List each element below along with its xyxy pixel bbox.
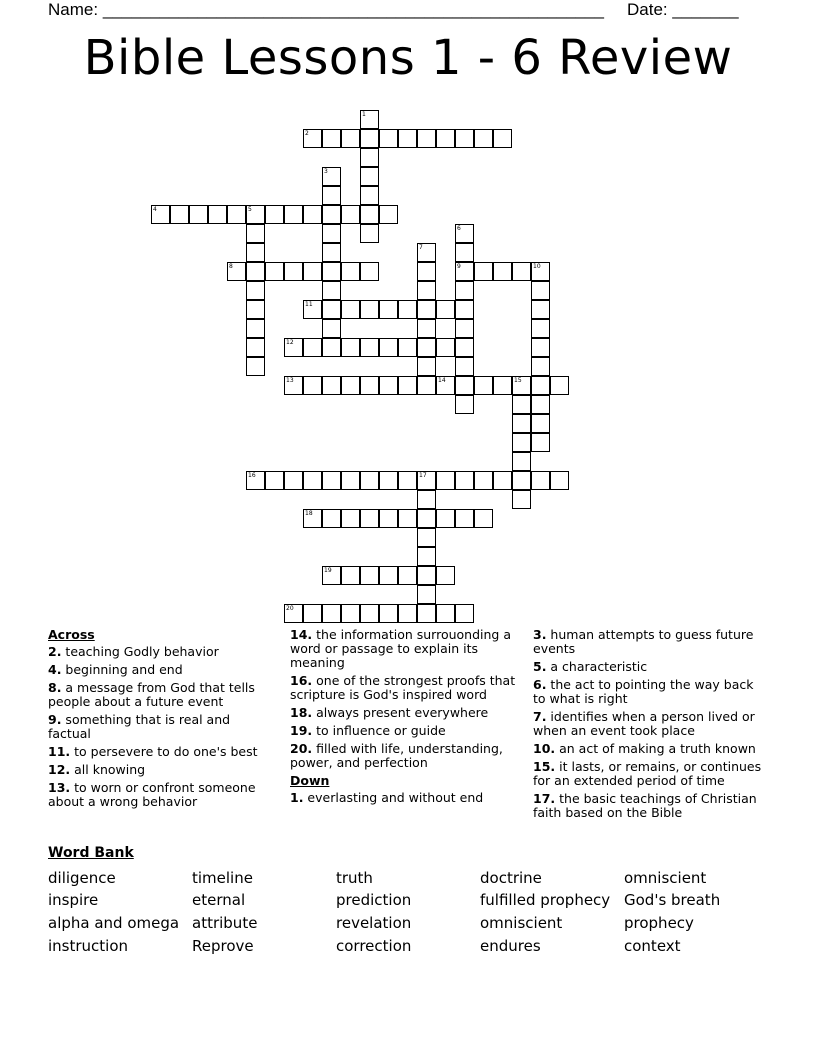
crossword-cell[interactable] <box>398 566 417 585</box>
clue-number: 18 <box>305 510 313 517</box>
crossword-cell[interactable] <box>341 338 360 357</box>
clue-item <box>533 742 763 756</box>
crossword-cell[interactable] <box>303 205 322 224</box>
crossword-cell[interactable] <box>341 205 360 224</box>
crossword-cell[interactable] <box>246 243 265 262</box>
crossword-cell[interactable] <box>170 205 189 224</box>
crossword-cell[interactable] <box>303 262 322 281</box>
crossword-cell[interactable] <box>474 471 493 490</box>
crossword-cell[interactable] <box>531 414 550 433</box>
clue-text: all knowing <box>70 762 146 777</box>
crossword-cell[interactable] <box>436 604 455 623</box>
clue-item <box>48 645 268 659</box>
crossword-cell[interactable] <box>417 490 436 509</box>
crossword-cell[interactable] <box>455 224 474 243</box>
clues-section <box>0 628 816 843</box>
crossword-cell[interactable] <box>284 205 303 224</box>
crossword-cell[interactable] <box>417 319 436 338</box>
crossword-cell[interactable] <box>436 566 455 585</box>
crossword-cell[interactable] <box>284 471 303 490</box>
crossword-cell[interactable] <box>417 338 436 357</box>
crossword-cell[interactable] <box>322 300 341 319</box>
clue-item <box>533 792 763 820</box>
clue-number: 12 <box>286 339 294 346</box>
crossword-cell[interactable] <box>208 205 227 224</box>
crossword-cell[interactable] <box>246 300 265 319</box>
crossword-cell[interactable] <box>398 338 417 357</box>
crossword-cell[interactable] <box>246 471 265 490</box>
crossword-cell[interactable] <box>360 129 379 148</box>
crossword-cell[interactable] <box>493 376 512 395</box>
clue-number: 4 <box>153 206 157 213</box>
clues-column-2 <box>290 628 526 809</box>
clue-number-label: 13. <box>48 780 71 795</box>
crossword-cell[interactable] <box>455 300 474 319</box>
clue-text: filled with life, understanding, power, and perfection <box>290 741 503 770</box>
crossword-cell[interactable] <box>417 376 436 395</box>
crossword-cell[interactable] <box>322 566 341 585</box>
clue-number: 7 <box>419 244 423 251</box>
crossword-cell[interactable] <box>417 604 436 623</box>
clue-text: to persevere to do one's best <box>70 744 258 759</box>
crossword-cell[interactable] <box>379 300 398 319</box>
crossword-cell[interactable] <box>398 300 417 319</box>
crossword-cell[interactable] <box>322 262 341 281</box>
clue-item <box>48 745 268 759</box>
clue-number-label: 3. <box>533 627 547 642</box>
clue-number: 13 <box>286 377 294 384</box>
clue-item <box>290 724 526 738</box>
crossword-cell[interactable] <box>512 376 531 395</box>
crossword-cell[interactable] <box>322 509 341 528</box>
word-bank-item: timeline <box>192 869 253 887</box>
crossword-cell[interactable] <box>360 376 379 395</box>
crossword-cell[interactable] <box>265 205 284 224</box>
crossword-cell[interactable] <box>360 566 379 585</box>
crossword-cell[interactable] <box>379 129 398 148</box>
clue-text: the act to pointing the way back to what is right <box>533 677 754 706</box>
crossword-cell[interactable] <box>398 376 417 395</box>
word-bank-item: correction <box>336 937 412 955</box>
crossword-cell[interactable] <box>151 205 170 224</box>
crossword-cell[interactable] <box>303 300 322 319</box>
clue-item <box>290 674 526 702</box>
crossword-cell[interactable] <box>360 205 379 224</box>
word-bank-item: revelation <box>336 914 412 932</box>
crossword-cell[interactable] <box>531 376 550 395</box>
crossword-cell[interactable] <box>398 129 417 148</box>
clue-item <box>533 678 763 706</box>
crossword-cell[interactable] <box>398 471 417 490</box>
crossword-cell[interactable] <box>436 300 455 319</box>
clue-number: 8 <box>229 263 233 270</box>
clue-text: a characteristic <box>546 659 648 674</box>
clue-text: human attempts to guess future events <box>533 627 754 656</box>
clues-column-1 <box>48 628 268 813</box>
crossword-cell[interactable] <box>322 338 341 357</box>
clue-number: 2 <box>305 130 309 137</box>
clue-number-label: 10. <box>533 741 556 756</box>
crossword-cell[interactable] <box>360 167 379 186</box>
crossword-cell[interactable] <box>455 395 474 414</box>
clue-number-label: 6. <box>533 677 547 692</box>
clue-number-label: 15. <box>533 759 556 774</box>
clue-text: always present everywhere <box>312 705 489 720</box>
clues-column-3 <box>533 628 763 824</box>
crossword-cell[interactable] <box>227 262 246 281</box>
word-bank-item: God's breath <box>624 891 721 909</box>
clue-text: everlasting and without end <box>303 790 484 805</box>
crossword-cell[interactable] <box>284 262 303 281</box>
word-bank-item: inspire <box>48 891 99 909</box>
crossword-cell[interactable] <box>360 300 379 319</box>
clue-item <box>48 681 268 709</box>
crossword-cell[interactable] <box>284 604 303 623</box>
clue-number-label: 17. <box>533 791 556 806</box>
clue-number-label: 14. <box>290 627 313 642</box>
word-bank-item: attribute <box>192 914 258 932</box>
clue-number-label: 19. <box>290 723 313 738</box>
crossword-cell[interactable] <box>341 566 360 585</box>
crossword-cell[interactable] <box>417 262 436 281</box>
clue-text: the basic teachings of Christian faith based on the Bible <box>533 791 757 820</box>
clue-number: 17 <box>419 472 427 479</box>
crossword-cell[interactable] <box>265 471 284 490</box>
clue-number-label: 18. <box>290 705 313 720</box>
crossword-cell[interactable] <box>436 376 455 395</box>
crossword-cell[interactable] <box>417 243 436 262</box>
clue-item <box>290 628 526 670</box>
crossword-cell[interactable] <box>493 129 512 148</box>
crossword-cell[interactable] <box>246 205 265 224</box>
crossword-cell[interactable] <box>322 471 341 490</box>
clue-number-label: 12. <box>48 762 71 777</box>
clue-item <box>48 763 268 777</box>
crossword-cell[interactable] <box>512 433 531 452</box>
clue-text: beginning and end <box>61 662 183 677</box>
clue-item <box>533 628 763 656</box>
clue-text: it lasts, or remains, or continues for an extended period of time <box>533 759 762 788</box>
crossword-cell[interactable] <box>360 471 379 490</box>
clue-item <box>48 663 268 677</box>
name-line[interactable]: _____________________________________________________ <box>102 0 604 19</box>
clue-number-label: 1. <box>290 790 304 805</box>
crossword-cell[interactable] <box>379 205 398 224</box>
clue-number-label: 11. <box>48 744 71 759</box>
crossword-cell[interactable] <box>493 262 512 281</box>
crossword-cell[interactable] <box>455 338 474 357</box>
clue-number-label: 2. <box>48 644 62 659</box>
crossword-cell[interactable] <box>246 281 265 300</box>
crossword-cell[interactable] <box>341 262 360 281</box>
word-bank-item: fulfilled prophecy <box>480 891 611 909</box>
crossword-cell[interactable] <box>455 281 474 300</box>
crossword-cell[interactable] <box>360 509 379 528</box>
clue-item <box>533 760 763 788</box>
crossword-cell[interactable] <box>246 224 265 243</box>
clue-number: 19 <box>324 567 332 574</box>
crossword-cell[interactable] <box>512 395 531 414</box>
word-bank-item: prediction <box>336 891 412 909</box>
clue-text: an act of making a truth known <box>555 741 756 756</box>
clue-number-label: 16. <box>290 673 313 688</box>
clue-number-label: 20. <box>290 741 313 756</box>
crossword-cell[interactable] <box>398 509 417 528</box>
crossword-cell[interactable] <box>512 452 531 471</box>
crossword-cell[interactable] <box>436 129 455 148</box>
crossword-cell[interactable] <box>455 509 474 528</box>
word-bank-title: Word Bank <box>48 845 134 861</box>
clue-number: 3 <box>324 168 328 175</box>
crossword-cell[interactable] <box>512 262 531 281</box>
crossword-cell[interactable] <box>322 604 341 623</box>
clue-number-label: 5. <box>533 659 547 674</box>
crossword-cell[interactable] <box>322 167 341 186</box>
clue-text: to worn or confront someone about a wrong behavior <box>48 780 256 809</box>
word-bank-item: alpha and omega <box>48 914 180 932</box>
crossword-cell[interactable] <box>455 376 474 395</box>
crossword-cell[interactable] <box>322 319 341 338</box>
crossword-cell[interactable] <box>474 376 493 395</box>
crossword-cell[interactable] <box>360 604 379 623</box>
crossword-cell[interactable] <box>474 262 493 281</box>
crossword-cell[interactable] <box>455 471 474 490</box>
word-bank-item: endures <box>480 937 541 955</box>
crossword-cell[interactable] <box>360 148 379 167</box>
date-line[interactable]: _______ <box>672 0 739 19</box>
crossword-cell[interactable] <box>550 471 569 490</box>
across-heading: Across <box>48 627 95 642</box>
crossword-cell[interactable] <box>303 509 322 528</box>
clue-number-label: 7. <box>533 709 547 724</box>
crossword-cell[interactable] <box>341 129 360 148</box>
crossword-cell[interactable] <box>379 604 398 623</box>
crossword-cell[interactable] <box>417 547 436 566</box>
crossword-cell[interactable] <box>417 471 436 490</box>
crossword-cell[interactable] <box>341 471 360 490</box>
clue-text: identifies when a person lived or when an event took place <box>533 709 755 738</box>
clue-item <box>533 710 763 738</box>
crossword-cell[interactable] <box>436 338 455 357</box>
clue-text: one of the strongest proofs that scripture is God's inspired word <box>290 673 516 702</box>
crossword-cell[interactable] <box>417 281 436 300</box>
clue-number: 14 <box>438 377 446 384</box>
crossword-cell[interactable] <box>246 338 265 357</box>
crossword-cell[interactable] <box>531 395 550 414</box>
crossword-cell[interactable] <box>474 129 493 148</box>
word-bank-item: diligence <box>48 869 116 887</box>
crossword-cell[interactable] <box>379 509 398 528</box>
crossword-cell[interactable] <box>493 471 512 490</box>
clue-text: the information surrouonding a word or passage to explain its meaning <box>290 627 511 670</box>
clue-number: 1 <box>362 111 366 118</box>
word-bank-item: doctrine <box>480 869 542 887</box>
crossword-cell[interactable] <box>322 205 341 224</box>
crossword-cell[interactable] <box>512 490 531 509</box>
crossword-cell[interactable] <box>379 471 398 490</box>
word-bank-item: truth <box>336 869 373 887</box>
clue-text: something that is real and factual <box>48 712 231 741</box>
crossword-cell[interactable] <box>455 129 474 148</box>
crossword-cell[interactable] <box>531 471 550 490</box>
name-label: Name: <box>48 0 99 19</box>
crossword-cell[interactable] <box>379 338 398 357</box>
clue-item <box>290 706 526 720</box>
clue-number: 16 <box>248 472 256 479</box>
crossword-cell[interactable] <box>417 566 436 585</box>
clue-number-label: 9. <box>48 712 62 727</box>
crossword-cell[interactable] <box>246 319 265 338</box>
clue-number: 11 <box>305 301 313 308</box>
crossword-cell[interactable] <box>303 338 322 357</box>
down-heading: Down <box>290 773 330 788</box>
crossword-cell[interactable] <box>436 509 455 528</box>
crossword-cell[interactable] <box>398 604 417 623</box>
crossword-cell[interactable] <box>360 224 379 243</box>
clue-item <box>48 713 268 741</box>
crossword-cell[interactable] <box>246 262 265 281</box>
crossword-cell[interactable] <box>531 319 550 338</box>
crossword-cell[interactable] <box>322 129 341 148</box>
crossword-cell[interactable] <box>284 338 303 357</box>
crossword-cell[interactable] <box>341 376 360 395</box>
crossword-cell[interactable] <box>531 433 550 452</box>
word-bank-item: omniscient <box>480 914 563 932</box>
crossword-cell[interactable] <box>379 566 398 585</box>
crossword-cell[interactable] <box>417 357 436 376</box>
clue-text: a message from God that tells people about a future event <box>48 680 255 709</box>
crossword-cell[interactable] <box>284 376 303 395</box>
word-bank-item: eternal <box>192 891 246 909</box>
crossword-cell[interactable] <box>360 110 379 129</box>
crossword-cell[interactable] <box>322 186 341 205</box>
word-bank-item: context <box>624 937 681 955</box>
crossword-cell[interactable] <box>303 604 322 623</box>
crossword-cell[interactable] <box>189 205 208 224</box>
crossword-cell[interactable] <box>322 224 341 243</box>
crossword-cell[interactable] <box>322 376 341 395</box>
crossword-cell[interactable] <box>379 376 398 395</box>
crossword-cell[interactable] <box>474 509 493 528</box>
crossword-cell[interactable] <box>303 376 322 395</box>
clue-number: 9 <box>457 263 461 270</box>
crossword-cell[interactable] <box>303 471 322 490</box>
word-bank-item: omniscient <box>624 869 707 887</box>
crossword-cell[interactable] <box>360 262 379 281</box>
crossword-cell[interactable] <box>531 338 550 357</box>
crossword-cell[interactable] <box>303 129 322 148</box>
crossword-cell[interactable] <box>341 509 360 528</box>
crossword-cell[interactable] <box>512 471 531 490</box>
crossword-cell[interactable] <box>360 186 379 205</box>
crossword-cell[interactable] <box>322 243 341 262</box>
clue-number: 10 <box>533 263 541 270</box>
crossword-cell[interactable] <box>417 300 436 319</box>
crossword-cell[interactable] <box>360 338 379 357</box>
crossword-cell[interactable] <box>550 376 569 395</box>
crossword-cell[interactable] <box>341 604 360 623</box>
clue-item <box>48 781 268 809</box>
clue-number: 15 <box>514 377 522 384</box>
word-bank-item: instruction <box>48 937 129 955</box>
clue-number: 6 <box>457 225 461 232</box>
clue-item <box>290 791 526 805</box>
date-label: Date: <box>627 0 668 19</box>
crossword-cell[interactable] <box>531 281 550 300</box>
crossword-cell[interactable] <box>455 357 474 376</box>
crossword-cell[interactable] <box>455 262 474 281</box>
crossword-cell[interactable] <box>455 604 474 623</box>
clue-text: teaching Godly behavior <box>61 644 219 659</box>
crossword-cell[interactable] <box>227 205 246 224</box>
crossword-cell[interactable] <box>417 509 436 528</box>
clue-item <box>533 660 763 674</box>
crossword-cell[interactable] <box>341 300 360 319</box>
crossword-cell[interactable] <box>531 300 550 319</box>
crossword-cell[interactable] <box>417 129 436 148</box>
clue-number: 20 <box>286 605 294 612</box>
crossword-cell[interactable] <box>455 243 474 262</box>
clue-text: to influence or guide <box>312 723 446 738</box>
crossword-cell[interactable] <box>531 357 550 376</box>
crossword-cell[interactable] <box>436 471 455 490</box>
crossword-cell[interactable] <box>512 414 531 433</box>
clue-number-label: 4. <box>48 662 62 677</box>
crossword-cell[interactable] <box>265 262 284 281</box>
crossword-cell[interactable] <box>417 528 436 547</box>
clue-number: 5 <box>248 206 252 213</box>
page-title: Bible Lessons 1 - 6 Review <box>83 30 733 86</box>
crossword-cell[interactable] <box>455 319 474 338</box>
word-bank-item: Reprove <box>192 937 254 955</box>
clue-item <box>290 742 526 770</box>
clue-number-label: 8. <box>48 680 62 695</box>
word-bank-item: prophecy <box>624 914 694 932</box>
crossword-cell[interactable] <box>531 262 550 281</box>
crossword-cell[interactable] <box>322 281 341 300</box>
crossword-cell[interactable] <box>246 357 265 376</box>
crossword-cell[interactable] <box>417 585 436 604</box>
